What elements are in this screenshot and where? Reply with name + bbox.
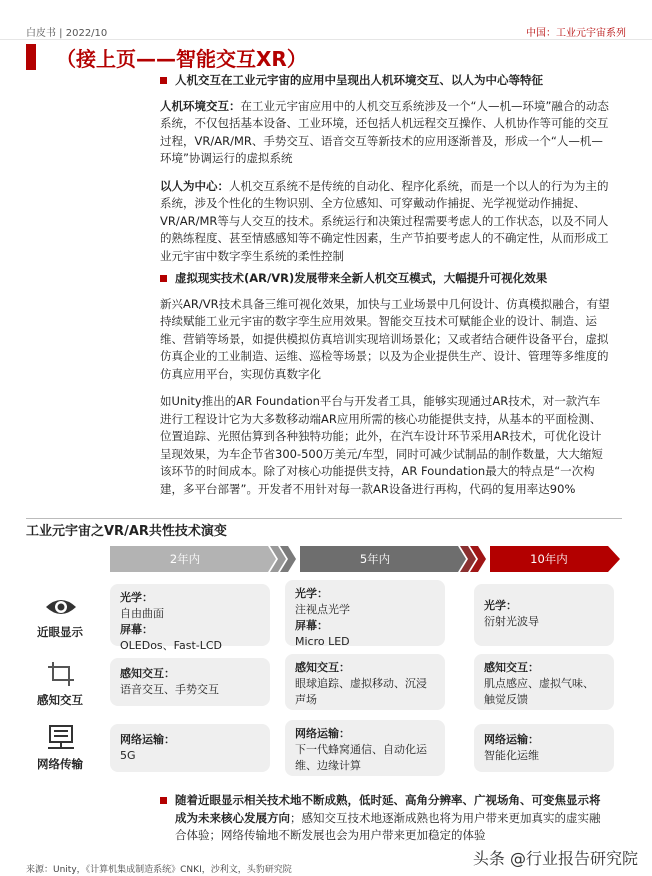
crop-icon [44, 660, 78, 688]
tech-card: 网络运输： 下一代蜂窝通信、自动化运维、边缘计算 [285, 720, 445, 776]
row-label-near-eye-display: 近眼显示 [37, 625, 83, 639]
tech-card: 光学： 注视点光学 屏幕： Micro LED [285, 580, 445, 646]
tech-card: 网络运输： 智能化运维 [474, 724, 614, 772]
tech-card: 光学： 衍射光波导 [474, 584, 614, 646]
tech-card: 感知交互： 语音交互、手势交互 [110, 658, 270, 706]
tech-card: 感知交互： 肌点感应、虚拟气味、触觉反馈 [474, 654, 614, 710]
page-title: （接上页——智能交互XR） [56, 47, 307, 71]
row-label-network-transmission: 网络传输 [37, 757, 83, 771]
paragraph: 人机环境交互：在工业元宇宙应用中的人机交互系统涉及一个“人—机—环境”融合的动态系统，不仅包括基本设备、工业环境，还包括人机远程交互操作、人机协作等可能的交互过程，VR/AR/MR、手势交互、语音交互等新技术的应用逐渐普及，形成一个“人—机—环境”协调运行的虚拟系统 [160, 98, 609, 165]
section-heading: 人机交互在工业元宇宙的应用中呈现出人机环境交互、以人为中心等特征 [160, 72, 610, 90]
section-heading: 虚拟现实技术(AR/VR)发展带来全新人机交互模式，大幅提升可视化效果 [160, 270, 610, 288]
network-icon [44, 724, 78, 752]
divider [26, 518, 622, 519]
bullet-square-icon [160, 797, 167, 804]
paragraph: 以人为中心：人机交互系统不是传统的自动化、程序化系统，而是一个以人的行为为主的系统，涉及个性化的生物识别、全方位感知、可穿戴动作捕捉、光学视觉动作捕捉、VR/AR/MR等与人交互的技术。系统运行和决策过程需要考虑人的工作状态，以及不同人的熟练程度、甚至情感感知等不确定性因素，生产节拍要考虑人的不确定性，从而形成工业元宇宙中数字孪生系统的柔性控制 [160, 178, 609, 263]
chevron-right-icon [450, 546, 490, 572]
bullet-square-icon [160, 275, 167, 282]
source-note: 来源：Unity，《计算机集成制造系统》CNKI，沙利文，头豹研究院 [26, 865, 292, 875]
title-accent-bar [26, 44, 36, 70]
figure-title: 工业元宇宙之VR/AR共性技术演变 [26, 524, 227, 539]
stage-5-years: 5年内 [300, 546, 450, 572]
eye-icon [44, 593, 78, 621]
chevron-right-icon [260, 546, 300, 572]
section-vr-ar [160, 270, 610, 498]
tech-card: 感知交互： 眼球追踪、虚拟移动、沉浸声场 [285, 654, 445, 710]
stage-10-years: 10年内 [490, 546, 608, 572]
section-hci-features [160, 72, 610, 265]
series-label: 中国：工业元宇宙系列 [526, 28, 626, 39]
doc-type-label: 白皮书 | 2022/10 [26, 28, 108, 39]
page-header [0, 0, 652, 40]
tech-card: 光学： 自由曲面 屏幕： OLEDos、Fast-LCD [110, 584, 270, 646]
timeline-stages [110, 546, 620, 572]
row-label-perception-interaction: 感知交互 [37, 693, 83, 707]
paragraph: 如Unity推出的AR Foundation平台与开发者工具，能够实现通过AR技术，对一款汽车进行工程设计它为大多数移动端AR应用所需的核心功能提供支持，从基本的平面检测、位置追踪、光照估算到各种独特功能；此外，在汽车设计环节采用AR技术，可优化设计呈现效果，为车企节省300-500万美元/车型，同时可减少试制品的制作数量，大大缩短该环节的时间成本。除了对核心功能提供支持，AR Foundation最大的特点是“一次构建，多平台部署”。开发者不用针对每一款AR设备进行再构，代码的复用率达90% [160, 394, 603, 496]
paragraph: 新兴AR/VR技术具备三维可视化效果，加快与工业场景中几何设计、仿真模拟融合，有望持续赋能工业元宇宙的数字孪生应用效果。智能交互技术可赋能企业的设计、制造、运维、营销等场景，如提供模拟仿真培训实现培训场景化；又或者结合硬件设备平台，虚拟仿真企业的工业制造、运维、巡检等场景；以及为企业提供生产、设计、管理等多维度的仿真应用平台，实现仿真数字化 [160, 296, 610, 381]
bullet-square-icon [160, 77, 167, 84]
chevron-right-icon [608, 546, 620, 572]
tech-card: 网络运输： 5G [110, 724, 270, 772]
watermark-text: 头条 @行业报告研究院 [472, 849, 638, 868]
stage-2-years: 2年内 [110, 546, 260, 572]
conclusion-paragraph: 随着近眼显示相关技术地不断成熟，低时延、高角分辨率、广视场角、可变焦显示将成为未来核心发展方向；感知交互技术地逐渐成熟也将为用户带来更加真实的虚实融合体验；网络传输地不断发展也会为用户带来更加稳定的体验 [160, 792, 610, 845]
